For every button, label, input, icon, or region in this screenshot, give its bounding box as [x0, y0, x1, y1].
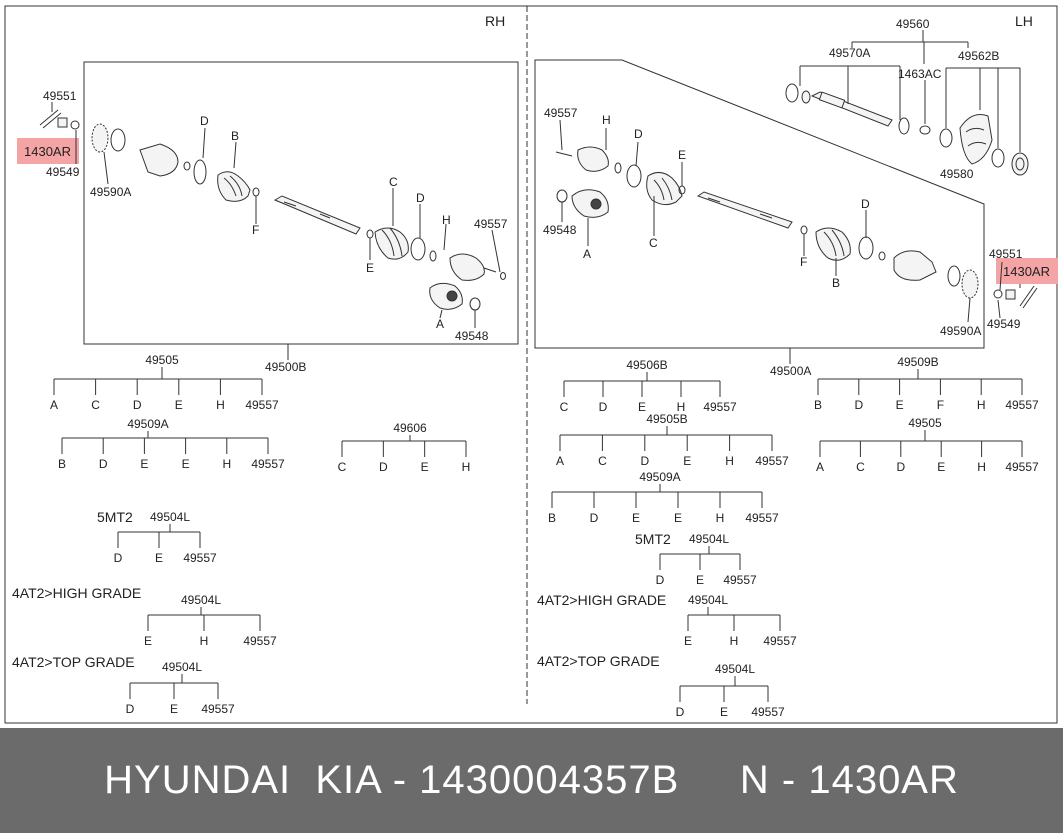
tree-child-label: 49557 — [245, 398, 279, 412]
tree-child-label: H — [977, 460, 986, 474]
lh-label-49500a: 49500A — [770, 364, 812, 378]
tree-child-label: E — [140, 457, 149, 471]
lh-tripod-icon — [557, 190, 608, 218]
rh-tone-ring-icon — [92, 124, 125, 152]
tree-child-label: D — [98, 457, 108, 471]
lh-label-49580: 49580 — [940, 167, 974, 181]
tree-child-label: H — [461, 460, 471, 474]
lh-label-1430ar: 1430AR — [1003, 264, 1050, 279]
lh-grade-top: 4AT2>TOP GRADE — [537, 653, 660, 669]
tree-child-label: H — [222, 457, 232, 471]
footer-bar — [0, 728, 1063, 833]
tree-child-label: D — [113, 551, 123, 565]
lh-tree-49505 — [816, 416, 1039, 474]
tree-parent-label: 49504L — [149, 510, 191, 524]
lh-label-d1: D — [634, 127, 643, 141]
rh-label-49551: 49551 — [43, 89, 77, 103]
lh-outer-joint-icon — [894, 251, 978, 298]
rh-grade-5mt2: 5MT2 — [97, 509, 133, 525]
tree-child-label: H — [725, 454, 734, 468]
rh-tree-49606 — [338, 421, 471, 474]
lh-label-d2: D — [861, 197, 870, 211]
rh-tree-49505 — [50, 353, 279, 412]
lh-label-49557: 49557 — [544, 106, 578, 120]
tree-child-label: A — [49, 398, 59, 412]
tree-child-label: D — [675, 705, 685, 719]
tree-child-label: A — [555, 454, 565, 468]
tree-child-label: D — [125, 702, 135, 716]
lh-grade-5mt2: 5MT2 — [635, 531, 671, 547]
lh-tree-49504L — [656, 532, 757, 587]
rh-bolt-icon — [40, 110, 79, 129]
tree-child-label: E — [631, 511, 641, 525]
tree-child-label: E — [169, 702, 179, 716]
tree-child-label: C — [856, 460, 865, 474]
lh-tree-49509B — [814, 355, 1039, 412]
lh-label-49562b: 49562B — [958, 49, 1000, 63]
tree-child-label: D — [655, 573, 665, 587]
lh-bracket-icon — [960, 115, 1028, 176]
lh-tree-49509A — [548, 470, 779, 525]
tree-child-label: D — [132, 398, 142, 412]
lh-tree-49505B — [556, 412, 789, 468]
rh-tree-49504L — [126, 660, 235, 716]
tree-child-label: 49557 — [251, 457, 285, 471]
tree-child-label: 49557 — [201, 702, 235, 716]
rh-label-49590a: 49590A — [90, 185, 132, 199]
lh-label-49590a: 49590A — [940, 324, 982, 338]
tree-child-label: 49557 — [763, 634, 797, 648]
tree-child-label: 49557 — [243, 634, 277, 648]
rh-label-c: C — [389, 175, 398, 189]
tree-child-label: H — [729, 634, 739, 648]
rh-label-a: A — [436, 317, 445, 331]
rh-shaft-icon — [275, 196, 360, 234]
tree-child-label: F — [936, 398, 945, 412]
rh-label-49557: 49557 — [474, 217, 508, 231]
rh-outer-boot-icon — [218, 172, 259, 202]
tree-child-label: E — [637, 400, 647, 414]
tree-child-label: E — [143, 634, 153, 648]
lh-label-49551: 49551 — [989, 247, 1023, 261]
rh-label-1430ar: 1430AR — [24, 144, 71, 159]
tree-child-label: E — [683, 454, 692, 468]
tree-child-label: C — [598, 454, 607, 468]
lh-label-a: A — [583, 247, 592, 261]
lh-label-49570a: 49570A — [829, 46, 871, 60]
lh-shaft-icon — [698, 192, 792, 228]
tree-parent-label: 49509A — [639, 470, 681, 484]
lh-label-f: F — [800, 255, 808, 269]
lh-label-h: H — [602, 113, 611, 127]
tree-child-label: E — [174, 398, 183, 412]
rh-label-49500b: 49500B — [265, 360, 307, 374]
rh-label-e: E — [366, 261, 375, 275]
rh-leaders — [52, 102, 500, 360]
rh-label-d1: D — [200, 114, 209, 128]
lh-label-c: C — [649, 236, 658, 250]
rh-label-h: H — [442, 213, 451, 227]
tree-child-label: B — [57, 457, 67, 471]
lh-inner-boot-icon — [647, 172, 685, 204]
tree-child-label: 49557 — [751, 705, 785, 719]
tree-child-label: 49557 — [723, 573, 757, 587]
tree-child-label: 49557 — [183, 551, 217, 565]
tree-child-label: E — [895, 398, 904, 412]
lh-label-e: E — [678, 148, 687, 162]
tree-child-label: A — [815, 460, 825, 474]
rh-tree-49504L — [144, 593, 277, 648]
tree-child-label: C — [559, 400, 569, 414]
tree-child-label: D — [896, 460, 906, 474]
tree-child-label: H — [199, 634, 209, 648]
tree-child-label: E — [683, 634, 693, 648]
rh-tripod-icon — [430, 283, 480, 310]
rh-outer-joint-icon — [140, 144, 206, 184]
tree-parent-label: 49509A — [127, 417, 169, 431]
tree-child-label: H — [976, 398, 986, 412]
tree-child-label: E — [673, 511, 683, 525]
lh-label-49549: 49549 — [987, 317, 1021, 331]
tree-child-label: B — [813, 398, 823, 412]
tree-child-label: 49557 — [745, 511, 779, 525]
lh-label-49560: 49560 — [896, 17, 930, 31]
rh-side-label: RH — [485, 13, 506, 29]
lh-grade-high: 4AT2>HIGH GRADE — [537, 592, 667, 608]
footer-part-number: HYUNDAI KIA - 1430004357B N - 1430AR — [104, 758, 959, 802]
tree-child-label: E — [695, 573, 705, 587]
tree-parent-label: 49504L — [161, 660, 203, 674]
lh-tree-49506B — [560, 358, 737, 414]
tree-child-label: E — [181, 457, 190, 471]
tree-child-label: E — [420, 460, 429, 474]
tree-parent-label: 49504L — [180, 593, 222, 607]
lh-side-label: LH — [1015, 13, 1033, 29]
tree-parent-label: 49606 — [393, 421, 427, 435]
rh-label-f: F — [252, 223, 260, 237]
tree-child-label: 49557 — [1005, 398, 1039, 412]
rh-grade-high: 4AT2>HIGH GRADE — [12, 585, 142, 601]
rh-label-49549: 49549 — [46, 165, 80, 179]
tree-parent-label: 49504L — [688, 532, 730, 546]
lh-label-1463ac: 1463AC — [898, 67, 942, 81]
tree-child-label: 49557 — [703, 400, 737, 414]
lh-outer-boot-icon — [801, 226, 885, 260]
tree-parent-label: 49505B — [646, 412, 688, 426]
tree-parent-label: 49505 — [908, 416, 942, 430]
tree-child-label: D — [640, 454, 650, 468]
tree-parent-label: 49505 — [145, 353, 179, 367]
rh-label-d2: D — [416, 191, 425, 205]
tree-child-label: C — [91, 398, 100, 412]
lh-label-b: B — [832, 276, 841, 290]
rh-inner-boot-icon — [367, 228, 436, 261]
rh-tree-49509A — [58, 417, 285, 471]
tree-child-label: H — [676, 400, 686, 414]
tree-child-label: E — [937, 460, 946, 474]
rh-label-49548: 49548 — [455, 329, 489, 343]
tree-child-label: D — [589, 511, 599, 525]
rh-grade-top: 4AT2>TOP GRADE — [12, 654, 135, 670]
lh-intermediate-shaft-icon — [786, 84, 952, 147]
tree-child-label: C — [337, 460, 347, 474]
tree-child-label: E — [719, 705, 729, 719]
tree-child-label: D — [854, 398, 864, 412]
tree-child-label: 49557 — [755, 454, 789, 468]
tree-parent-label: 49509B — [897, 355, 939, 369]
tree-parent-label: 49506B — [626, 358, 668, 372]
tree-child-label: B — [547, 511, 557, 525]
lh-tree-49504L — [684, 593, 797, 648]
tree-child-label: D — [378, 460, 388, 474]
tree-parent-label: 49504L — [687, 593, 729, 607]
tree-child-label: H — [216, 398, 225, 412]
rh-label-b: B — [231, 129, 240, 143]
lh-inner-joint-icon — [556, 147, 641, 187]
tree-child-label: 49557 — [1005, 460, 1039, 474]
tree-child-label: H — [715, 511, 725, 525]
tree-parent-label: 49504L — [714, 662, 756, 676]
tree-child-label: E — [154, 551, 164, 565]
lh-tree-49504L — [676, 662, 785, 719]
tree-child-label: D — [598, 400, 608, 414]
lh-label-49548: 49548 — [543, 223, 577, 237]
